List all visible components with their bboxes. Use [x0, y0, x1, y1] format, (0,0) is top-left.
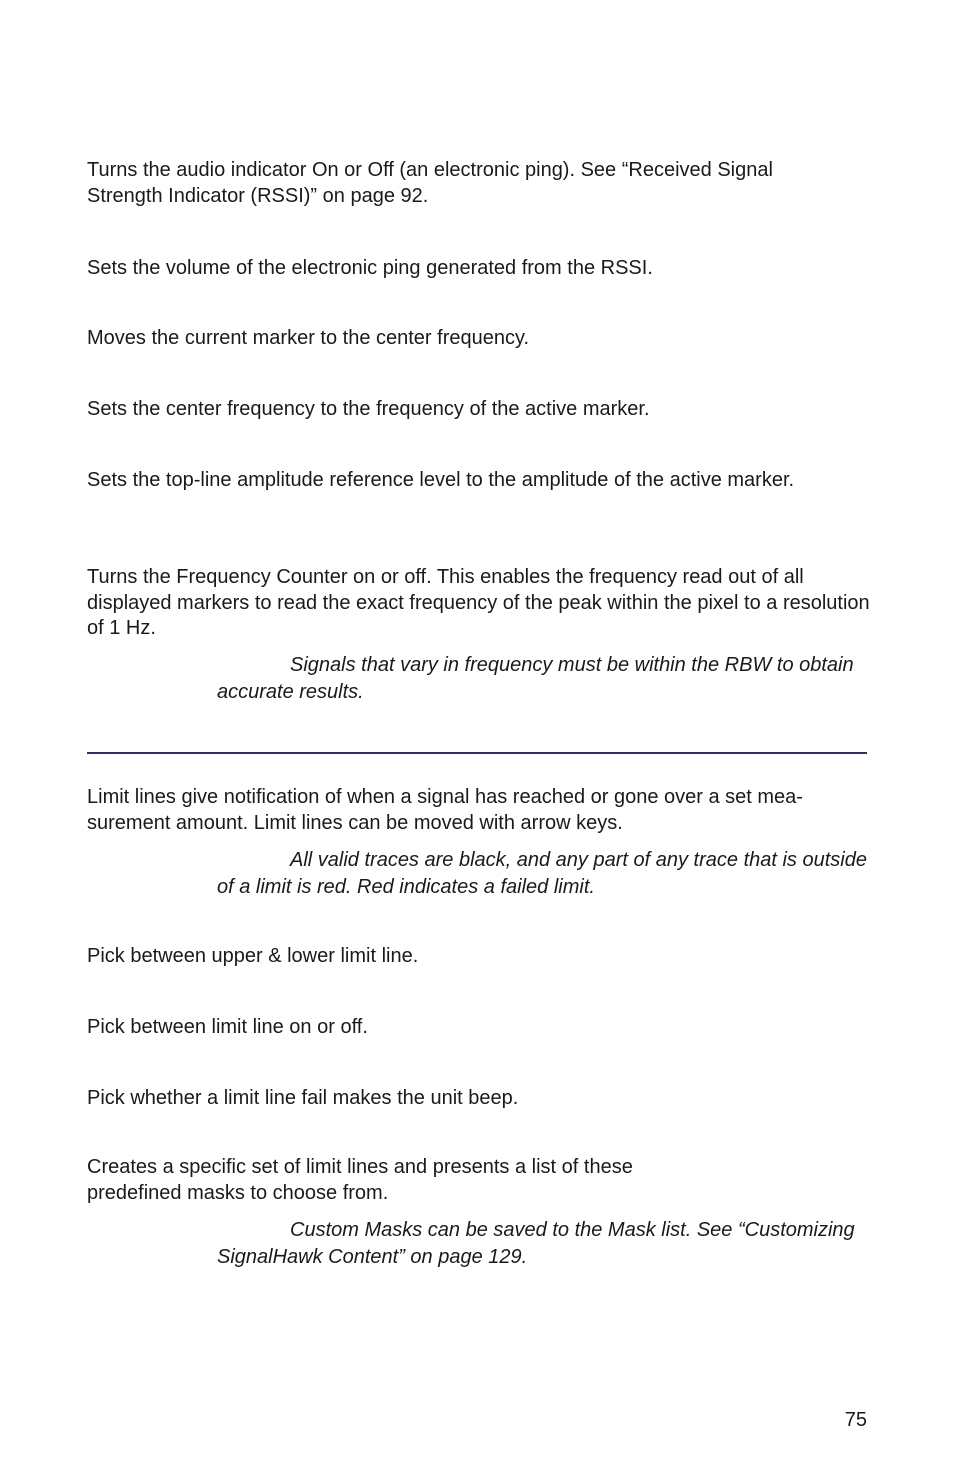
- limit-onoff-description: Pick between limit line on or off.: [87, 1016, 368, 1038]
- limit-select-description: Pick between upper & lower limit line.: [87, 945, 419, 967]
- center-to-marker-description: Sets the center frequency to the frequency of the active marker.: [87, 398, 650, 420]
- frequency-counter-description: Turns the Frequency Counter on or off. This enables the frequency read out of all displayed markers to read the exact frequency of the peak within the pixel to a resolution of 1 Hz.: [87, 566, 870, 639]
- custom-masks-note: Custom Masks can be saved to the Mask list. See “Customizing SignalHawk Content” on page 129.: [217, 1219, 855, 1268]
- limit-lines-intro: Limit lines give notification of when a signal has reached or gone over a set measurement amount. Limit lines can be moved with arrow keys.: [87, 786, 803, 834]
- masks-description: Creates a specific set of limit lines and presents a list of these predefined masks to choose from.: [87, 1156, 633, 1204]
- traces-note: All valid traces are black, and any part of any trace that is outside of a limit is red. Red indicates a failed limit.: [217, 849, 867, 898]
- marker-to-center-description: Moves the current marker to the center frequency.: [87, 327, 530, 349]
- limit-beep-description: Pick whether a limit line fail makes the unit beep.: [87, 1087, 519, 1109]
- section-divider: [87, 752, 867, 754]
- audio-indicator-description: Turns the audio indicator On or Off (an electronic ping). See “Received Signal Strength Indicator (RSSI)” on page 92.: [87, 159, 773, 207]
- reference-level-description: Sets the top-line amplitude reference level to the amplitude of the active marker.: [87, 469, 795, 491]
- volume-description: Sets the volume of the electronic ping generated from the RSSI.: [87, 257, 653, 279]
- rbw-note: Signals that vary in frequency must be within the RBW to obtain accurate results.: [217, 654, 854, 703]
- page-number: 75: [844, 1409, 867, 1431]
